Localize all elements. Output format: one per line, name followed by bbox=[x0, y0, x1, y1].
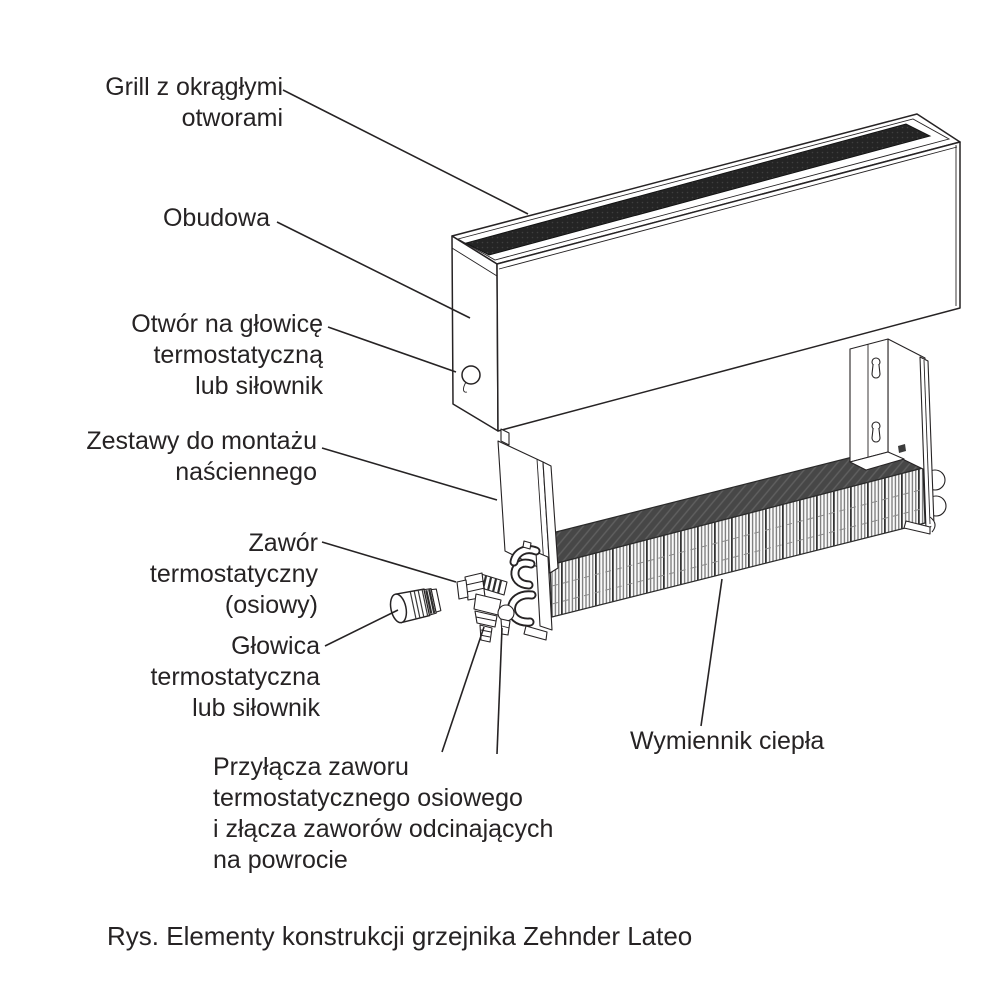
heat-exchanger bbox=[550, 448, 925, 617]
label-glowica bbox=[150, 631, 320, 724]
label-line: Grill z okrągłymi bbox=[105, 73, 283, 101]
label-obudowa bbox=[163, 203, 270, 234]
label-line: lub siłownik bbox=[192, 694, 320, 722]
leader-przylacza-2 bbox=[497, 628, 502, 754]
label-line: termostatycznego osiowego bbox=[213, 784, 523, 812]
thermostatic-head bbox=[388, 586, 441, 624]
leader-zawor bbox=[322, 542, 456, 582]
keyhole-slot bbox=[872, 422, 880, 442]
label-zestawy bbox=[86, 426, 317, 488]
wall-bracket-right bbox=[850, 339, 925, 470]
label-wymiennik bbox=[630, 726, 824, 757]
label-line: i złącza zaworów odcinających bbox=[213, 815, 554, 843]
figure-caption: Rys. Elementy konstrukcji grzejnika Zehnder Lateo bbox=[107, 921, 693, 951]
valve-connections bbox=[511, 541, 536, 622]
leader-glowica bbox=[325, 610, 398, 646]
label-przylacza bbox=[213, 752, 553, 876]
keyhole-slot bbox=[872, 358, 880, 378]
label-line: Zawór bbox=[248, 529, 318, 557]
leader-wymiennik bbox=[701, 579, 722, 726]
label-line: na powrocie bbox=[213, 846, 348, 874]
label-line: termostatyczny bbox=[149, 560, 318, 588]
label-line: Obudowa bbox=[162, 204, 270, 232]
leader-otwor bbox=[328, 327, 456, 372]
label-line: termostatyczną bbox=[153, 341, 323, 369]
label-line: Głowica bbox=[231, 632, 320, 660]
label-line: naściennego bbox=[175, 458, 317, 486]
label-line: lub siłownik bbox=[195, 372, 323, 400]
label-line: Zestawy do montażu bbox=[86, 427, 317, 455]
label-otwor bbox=[131, 309, 323, 402]
label-zawor bbox=[150, 528, 318, 621]
label-line: (osiowy) bbox=[224, 591, 318, 619]
leader-zestawy bbox=[322, 448, 497, 500]
label-line: Wymiennik ciepła bbox=[630, 727, 825, 755]
label-grill bbox=[105, 72, 283, 134]
leader-obudowa bbox=[277, 222, 470, 318]
leader-przylacza-1 bbox=[442, 627, 484, 752]
label-line: Przyłącza zaworu bbox=[213, 753, 409, 781]
label-line: otworami bbox=[181, 104, 283, 132]
label-line: Otwór na głowicę bbox=[131, 310, 323, 338]
leader-grill bbox=[283, 90, 528, 214]
thermostatic-valve bbox=[457, 573, 514, 642]
label-line: termostatyczna bbox=[150, 663, 320, 691]
